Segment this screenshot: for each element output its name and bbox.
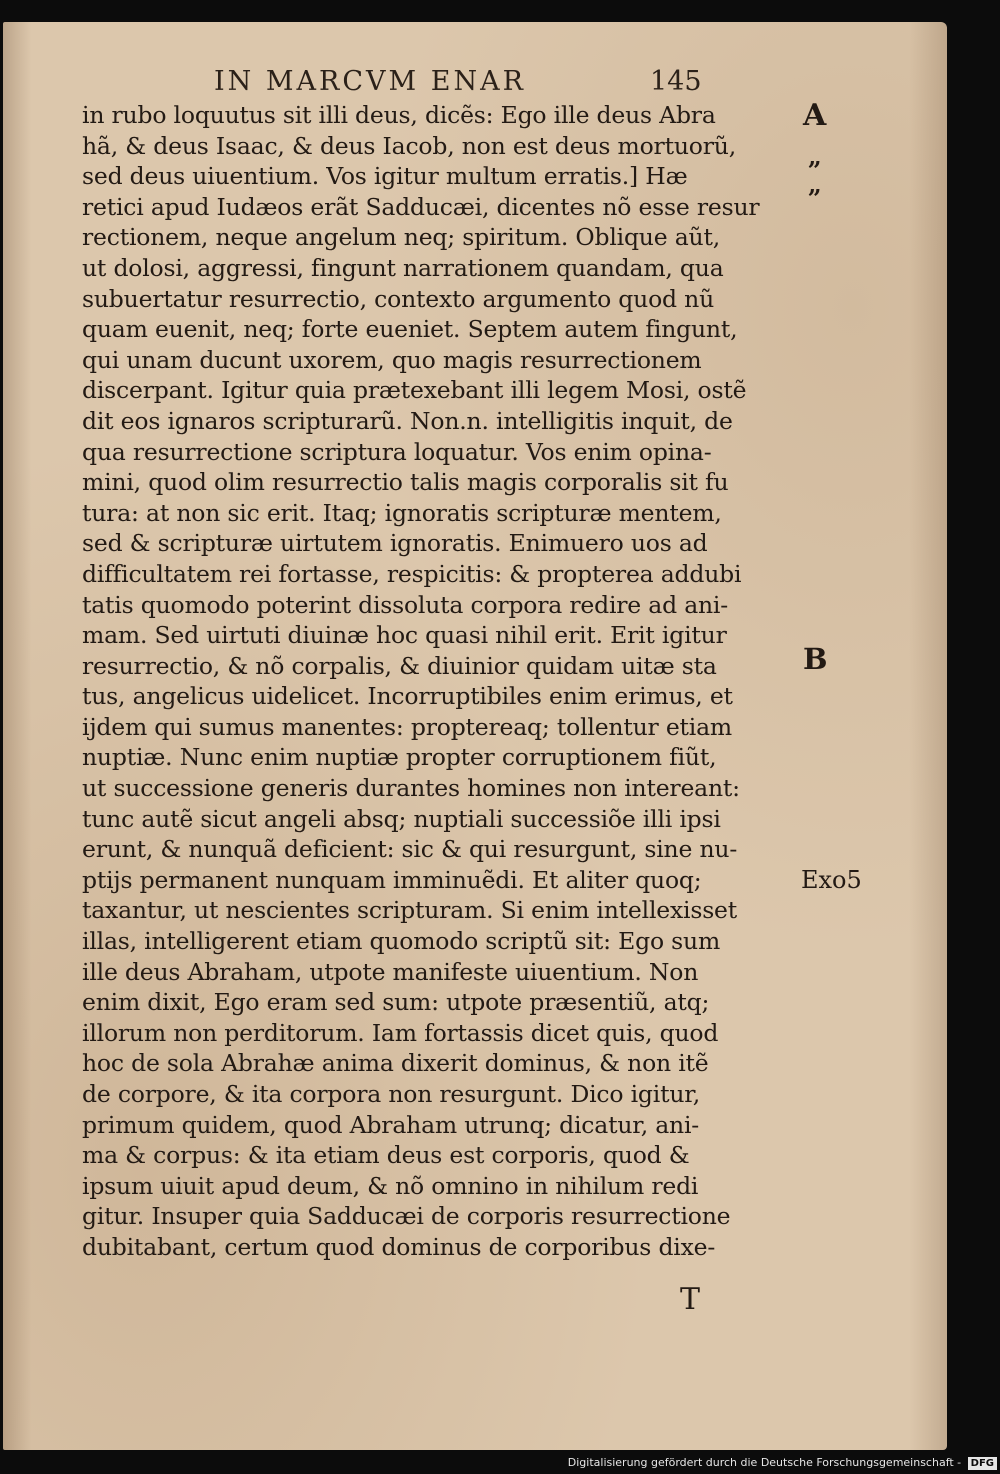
text-line: tatis quomodo poterint dissoluta corpora redire ad ani- — [82, 590, 728, 619]
text-line: resurrectio, & nõ corpalis, & diuinior quidam uitæ sta — [82, 651, 717, 680]
text-line: subuertatur resurrectio, contexto argumento quod nũ — [82, 284, 714, 313]
text-line: ille deus Abraham, utpote manifeste uiuentium. Non — [82, 957, 699, 986]
text-line: hoc de sola Abrahæ anima dixerit dominus, & non itẽ — [82, 1049, 709, 1078]
text-line: primum quidem, quod Abraham utrunq; dicatur, ani- — [82, 1110, 700, 1139]
text-line: ipsum uiuit apud deum, & nõ omnino in nihilum redi — [82, 1171, 699, 1200]
marginal-letter-b: B — [803, 642, 828, 676]
text-line: de corpore, & ita corpora non resurgunt. Dico igitur, — [82, 1080, 700, 1108]
dfg-logo: DFG — [968, 1457, 997, 1470]
credit-text: Digitalisierung gefördert durch die Deutsche Forschungsgemeinschaft - — [567, 1456, 962, 1469]
text-line: erunt, & nunquã deficient: sic & qui resurgunt, sine nu- — [82, 835, 738, 864]
text-line: mam. Sed uirtuti diuinæ hoc quasi nihil erit. Erit igitur — [82, 621, 727, 650]
marginal-reference-exodus: Exo5 — [801, 866, 862, 894]
marginal-quote-mark: „ — [808, 142, 822, 171]
running-head: IN MARCVM ENAR — [214, 66, 526, 97]
catchword: T — [680, 1282, 701, 1317]
page-header — [214, 66, 774, 100]
text-line: tura: at non sic erit. Itaq; ignoratis scripturæ mentem, — [82, 498, 722, 527]
text-line: tus, angelicus uidelicet. Incorruptibiles enim erimus, et — [82, 682, 733, 711]
text-line: difficultatem rei fortasse, respicitis: & propterea addubi — [82, 559, 742, 588]
text-line: taxantur, ut nescientes scripturam. Si enim intellexisset — [82, 896, 738, 925]
marginal-quote-mark: „ — [808, 170, 822, 199]
text-line: hã, & deus Isaac, & deus Iacob, non est deus mortuorũ, — [82, 131, 736, 160]
text-line: mini, quod olim resurrectio talis magis corporalis sit fu — [82, 468, 729, 497]
body-text — [82, 100, 792, 1263]
text-line: ut successione generis durantes homines non intereant: — [82, 774, 740, 803]
text-line: illorum non perditorum. Iam fortassis dicet quis, quod — [82, 1018, 719, 1047]
text-line: rectionem, neque angelum neq; spiritum. Oblique aũt, — [82, 223, 720, 252]
text-line: ma & corpus: & ita etiam deus est corporis, quod & — [82, 1141, 690, 1170]
text-line: discerpant. Igitur quia prætexebant illi legem Mosi, ostẽ — [82, 376, 747, 405]
text-line: gitur. Insuper quia Sadducæi de corporis resurrectione — [82, 1202, 731, 1231]
text-line: nuptiæ. Nunc enim nuptiæ propter corruptionem fiũt, — [82, 743, 717, 772]
text-line: qua resurrectione scriptura loquatur. Vos enim opina- — [82, 437, 712, 466]
page-number: 145 — [650, 66, 702, 97]
text-line: ut dolosi, aggressi, fingunt narrationem quandam, qua — [82, 253, 724, 282]
text-line: dubitabant, certum quod dominus de corporibus dixe- — [82, 1232, 716, 1261]
text-line: retici apud Iudæos erãt Sadducæi, dicentes nõ esse resur — [82, 192, 760, 221]
text-line: dit eos ignaros scripturarũ. Non.n. intelligitis inquit, de — [82, 406, 733, 435]
marginal-letter-a: A — [803, 98, 827, 133]
text-line: tunc autẽ sicut angeli absq; nuptiali successiõe illi ipsi — [82, 804, 721, 833]
digitization-credit — [560, 1456, 997, 1470]
text-line: qui unam ducunt uxorem, quo magis resurrectionem — [82, 345, 702, 374]
text-line: quam euenit, neq; forte eueniet. Septem autem fingunt, — [82, 315, 738, 344]
text-line: ijdem qui sumus manentes: proptereaq; tollentur etiam — [82, 712, 732, 741]
text-line: enim dixit, Ego eram sed sum: utpote præsentiũ, atq; — [82, 988, 710, 1017]
text-line: sed deus uiuentium. Vos igitur multum erratis.] Hæ — [82, 162, 688, 191]
text-line: in rubo loquutus sit illi deus, dicẽs: Ego ille deus Abra — [82, 101, 716, 129]
text-line: illas, intelligerent etiam quomodo scriptũ sit: Ego sum — [82, 927, 721, 956]
text-line: ptijs permanent nunquam imminuẽdi. Et aliter quoq; — [82, 865, 702, 894]
text-line: sed & scripturæ uirtutem ignoratis. Enimuero uos ad — [82, 529, 708, 558]
